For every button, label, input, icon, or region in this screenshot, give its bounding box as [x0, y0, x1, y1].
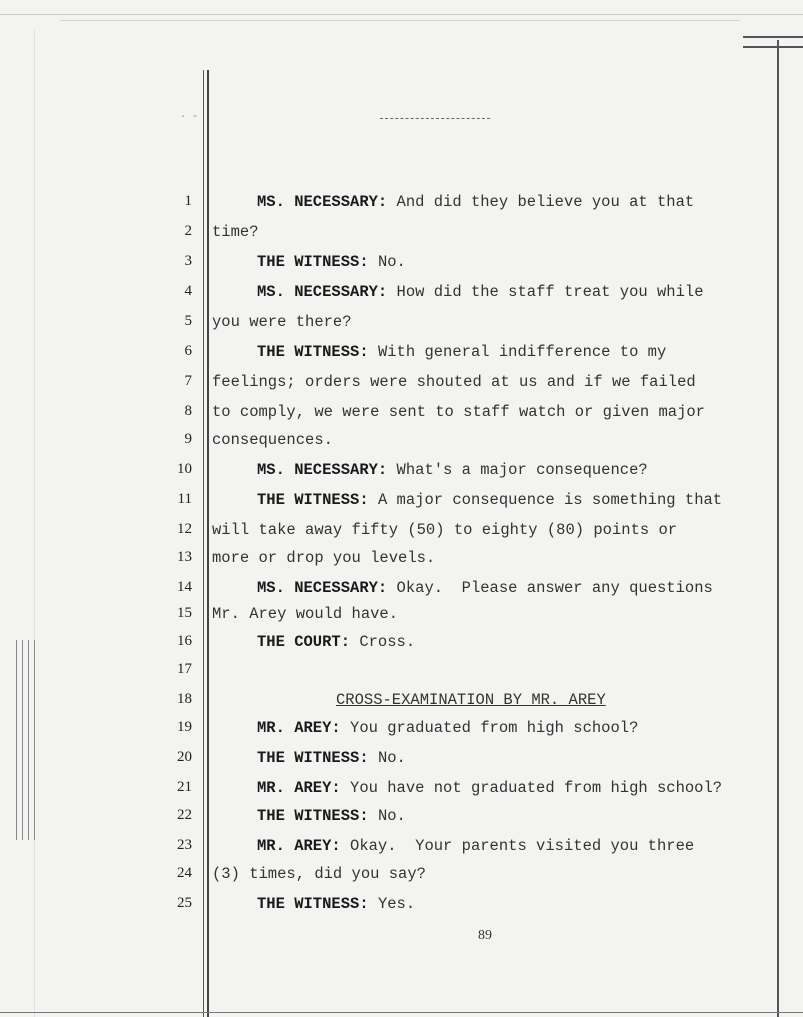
- transcript-line: [257, 461, 803, 479]
- line-number: 21: [177, 779, 192, 795]
- line-number: 4: [184, 283, 192, 299]
- line-number: 11: [177, 491, 192, 507]
- transcript-line: [212, 549, 774, 567]
- line-text: time?: [212, 223, 259, 241]
- speaker-label: MR. AREY:: [257, 779, 341, 797]
- transcript-line: [212, 431, 774, 449]
- speaker-label: THE WITNESS:: [257, 749, 369, 767]
- line-number: 10: [177, 461, 192, 477]
- line-text: consequences.: [212, 431, 333, 449]
- scan-top-edge-inner: [60, 20, 740, 21]
- line-text: (3) times, did you say?: [212, 865, 426, 883]
- transcript-line: [212, 373, 774, 391]
- speaker-label: THE WITNESS:: [257, 807, 369, 825]
- transcript-line: [257, 807, 803, 825]
- line-number: 1: [184, 193, 192, 209]
- speaker-label: THE WITNESS:: [257, 895, 369, 913]
- transcript-line: [257, 719, 803, 737]
- line-number: 22: [177, 807, 192, 823]
- section-heading: CROSS-EXAMINATION BY MR. AREY: [336, 691, 606, 709]
- right-margin-rule: [777, 40, 779, 1017]
- line-text: Okay. Your parents visited you three: [350, 837, 695, 855]
- transcript-line: [257, 579, 803, 597]
- line-text: feelings; orders were shouted at us and if we failed: [212, 373, 696, 391]
- line-text: No.: [377, 253, 406, 271]
- line-number: 2: [184, 223, 192, 239]
- line-text: How did the staff treat you while: [396, 283, 704, 301]
- transcript-line: [257, 193, 803, 211]
- line-text: And did they believe you at that: [396, 193, 695, 211]
- corner-marks: [743, 36, 803, 56]
- speaker-label: MS. NECESSARY:: [257, 283, 388, 301]
- line-number: 16: [177, 633, 192, 649]
- scan-bottom-edge: [0, 1012, 803, 1013]
- page-number: 89: [478, 928, 492, 943]
- line-text: more or drop you levels.: [212, 549, 436, 567]
- transcript-line: [212, 865, 774, 883]
- left-margin-rule-double: [207, 70, 209, 1017]
- line-number: 23: [177, 837, 192, 853]
- line-text: Yes.: [377, 895, 416, 913]
- speaker-label: THE WITNESS:: [257, 253, 369, 271]
- transcript-line: [212, 403, 774, 421]
- transcript-line: [257, 749, 803, 767]
- transcript-line: [257, 283, 803, 301]
- line-text: you were there?: [212, 313, 352, 331]
- left-margin-rule: [203, 70, 204, 1017]
- speaker-label: THE WITNESS:: [257, 491, 369, 509]
- transcript-line: [257, 779, 803, 797]
- scan-top-edge: [0, 14, 803, 15]
- line-text: You have not graduated from high school?: [350, 779, 723, 797]
- speaker-label: MS. NECESSARY:: [257, 193, 388, 211]
- line-text: Mr. Arey would have.: [212, 605, 399, 623]
- transcript-line: [257, 633, 803, 651]
- line-number: 14: [177, 579, 192, 595]
- line-number: 7: [184, 373, 192, 389]
- transcript-line: [257, 895, 803, 913]
- left-margin-faint-line: [34, 30, 35, 1017]
- line-number: 25: [177, 895, 192, 911]
- transcript-line: [336, 691, 803, 709]
- binding-artifact: [12, 640, 42, 840]
- line-text: to comply, we were sent to staff watch or given major: [212, 403, 705, 421]
- line-number: 5: [184, 313, 192, 329]
- line-number: 20: [177, 749, 192, 765]
- line-text: Okay. Please answer any questions: [396, 579, 713, 597]
- line-number: 3: [184, 253, 192, 269]
- line-number: 15: [177, 605, 192, 621]
- speaker-label: THE COURT:: [257, 633, 351, 651]
- speaker-label: MR. AREY:: [257, 837, 341, 855]
- transcript-line: [212, 223, 774, 241]
- transcript-line: [257, 837, 803, 855]
- line-text: No.: [377, 807, 406, 825]
- line-number: 12: [177, 521, 192, 537]
- transcript-line: [257, 253, 803, 271]
- line-text: No.: [377, 749, 406, 767]
- transcript-line: [257, 343, 803, 361]
- line-number: 18: [177, 691, 192, 707]
- line-text: A major consequence is something that: [377, 491, 723, 509]
- transcript-line: [212, 313, 774, 331]
- speaker-label: MS. NECESSARY:: [257, 579, 388, 597]
- line-number: 17: [177, 661, 192, 677]
- speaker-label: THE WITNESS:: [257, 343, 369, 361]
- line-text: will take away fifty (50) to eighty (80) points or: [212, 521, 678, 539]
- transcript-line: [212, 521, 774, 539]
- speaker-label: MR. AREY:: [257, 719, 341, 737]
- line-text: With general indifference to my: [377, 343, 667, 361]
- line-number: 19: [177, 719, 192, 735]
- line-number: 24: [177, 865, 192, 881]
- line-text: You graduated from high school?: [350, 719, 639, 737]
- header-dashes: [380, 118, 490, 120]
- line-number: 13: [177, 549, 192, 565]
- line-number: 9: [184, 431, 192, 447]
- line-text: Cross.: [359, 633, 416, 651]
- transcript-line: [257, 491, 803, 509]
- line-number: 6: [184, 343, 192, 359]
- line-number: 8: [184, 403, 192, 419]
- speaker-label: MS. NECESSARY:: [257, 461, 388, 479]
- transcript-line: [212, 605, 774, 623]
- header-tick-mark: · -: [180, 112, 199, 123]
- line-text: What's a major consequence?: [396, 461, 648, 479]
